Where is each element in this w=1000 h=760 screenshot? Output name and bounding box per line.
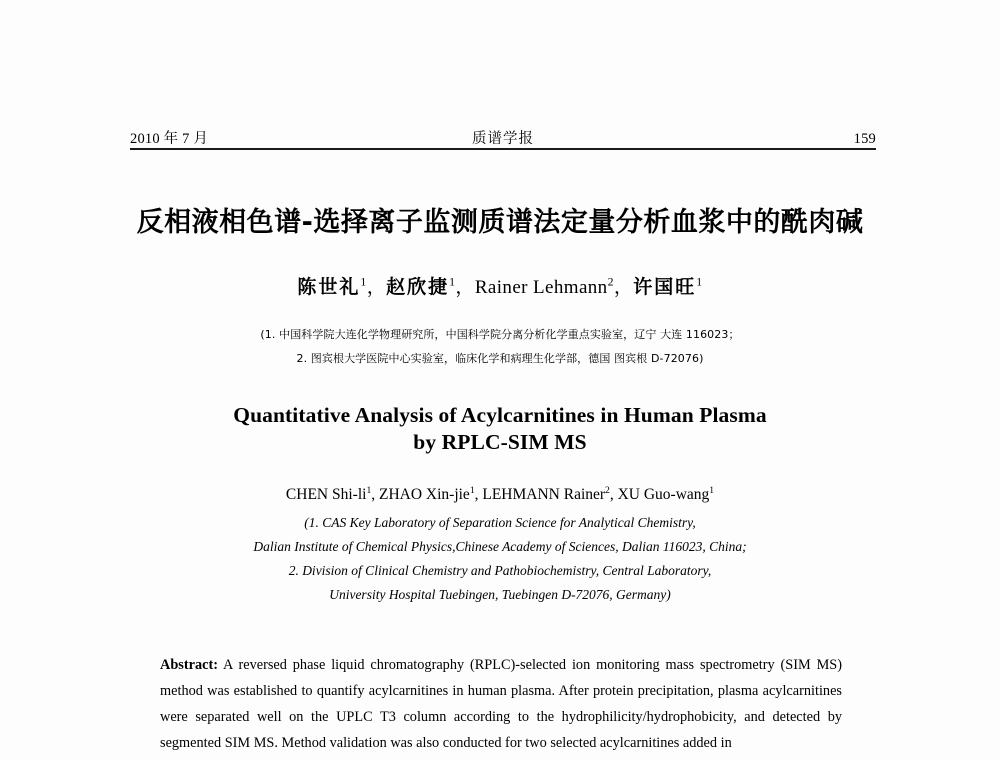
english-author-separator-2: ,	[474, 486, 483, 503]
english-author-separator-1: ,	[371, 486, 379, 503]
english-affiliation-4: University Hospital Tuebingen, Tuebingen D-72076, Germany)	[329, 587, 671, 602]
chinese-affiliation-1: (1. 中国科学院大连化学物理研究所，中国科学院分离分析化学重点实验室，辽宁 大连 116023；	[260, 328, 740, 341]
chinese-author-4-affil-marker: 1	[696, 275, 703, 289]
english-title-line-1: Quantitative Analysis of Acylcarnitines in Human Plasma	[233, 403, 767, 427]
chinese-author-2: 赵欣捷	[386, 276, 450, 298]
english-title-line-2: by RPLC-SIM MS	[413, 430, 587, 454]
english-author-2: ZHAO Xin-jie	[378, 486, 470, 503]
english-author-4-affil-marker: 1	[709, 484, 715, 496]
running-head	[130, 124, 876, 148]
english-author-3: LEHMANN Rainer	[482, 486, 606, 503]
running-head-rule	[130, 148, 876, 150]
chinese-author-separator-1: ，	[366, 277, 387, 298]
page-number: 159	[853, 131, 876, 147]
running-head-journal-name: 质谱学报	[472, 131, 534, 147]
chinese-author-4: 许国旺	[633, 276, 697, 298]
chinese-author-3-affil-marker: 2	[607, 275, 614, 289]
chinese-affiliation-2: 2. 图宾根大学医院中心实验室，临床化学和病理生化学部，德国 图宾根 D-72076)	[296, 352, 704, 365]
english-affiliation-1: (1. CAS Key Laboratory of Separation Science for Analytical Chemistry,	[304, 515, 696, 530]
abstract-label: Abstract:	[160, 657, 218, 673]
english-author-1-affil-marker: 1	[366, 484, 372, 496]
chinese-author-separator-3: ，	[613, 277, 634, 298]
english-author-separator-3: ,	[609, 486, 618, 503]
english-affiliation-2: Dalian Institute of Chemical Physics,Chinese Academy of Sciences, Dalian 116023, China;	[253, 539, 747, 554]
english-author-2-affil-marker: 1	[469, 484, 475, 496]
abstract-text: A reversed phase liquid chromatography (RPLC)-selected ion monitoring mass spectrometry (SIM MS) method was established to quantify acylcarnitines in human plasma. After protein precipitation, plasma acylcarnitines were separated well on the UPLC T3 column according to the hydrophilicity/hydrophobicity, and detected by segmented SIM MS. Method validation was also conducted for two selected acylcarnitines added in	[160, 657, 842, 751]
english-affiliation-3: 2. Division of Clinical Chemistry and Pathobiochemistry, Central Laboratory,	[288, 563, 712, 578]
running-head-date: 2010 年 7 月	[130, 131, 209, 147]
english-author-list	[0, 486, 1000, 504]
chinese-author-2-affil-marker: 1	[449, 275, 456, 289]
english-title	[0, 402, 1000, 456]
chinese-author-1: 陈世礼	[297, 276, 361, 298]
chinese-author-3: Rainer Lehmann	[474, 277, 608, 298]
english-author-1: CHEN Shi-li	[285, 486, 367, 503]
chinese-author-list	[0, 272, 1000, 299]
chinese-author-separator-2: ，	[455, 277, 475, 298]
chinese-author-1-affil-marker: 1	[360, 275, 367, 289]
abstract-block	[160, 652, 842, 756]
english-author-3-affil-marker: 2	[605, 484, 610, 496]
english-author-4: XU Guo-wang	[617, 486, 710, 503]
chinese-title: 反相液相色谱-选择离子监测质谱法定量分析血浆中的酰肉碱	[136, 207, 864, 238]
